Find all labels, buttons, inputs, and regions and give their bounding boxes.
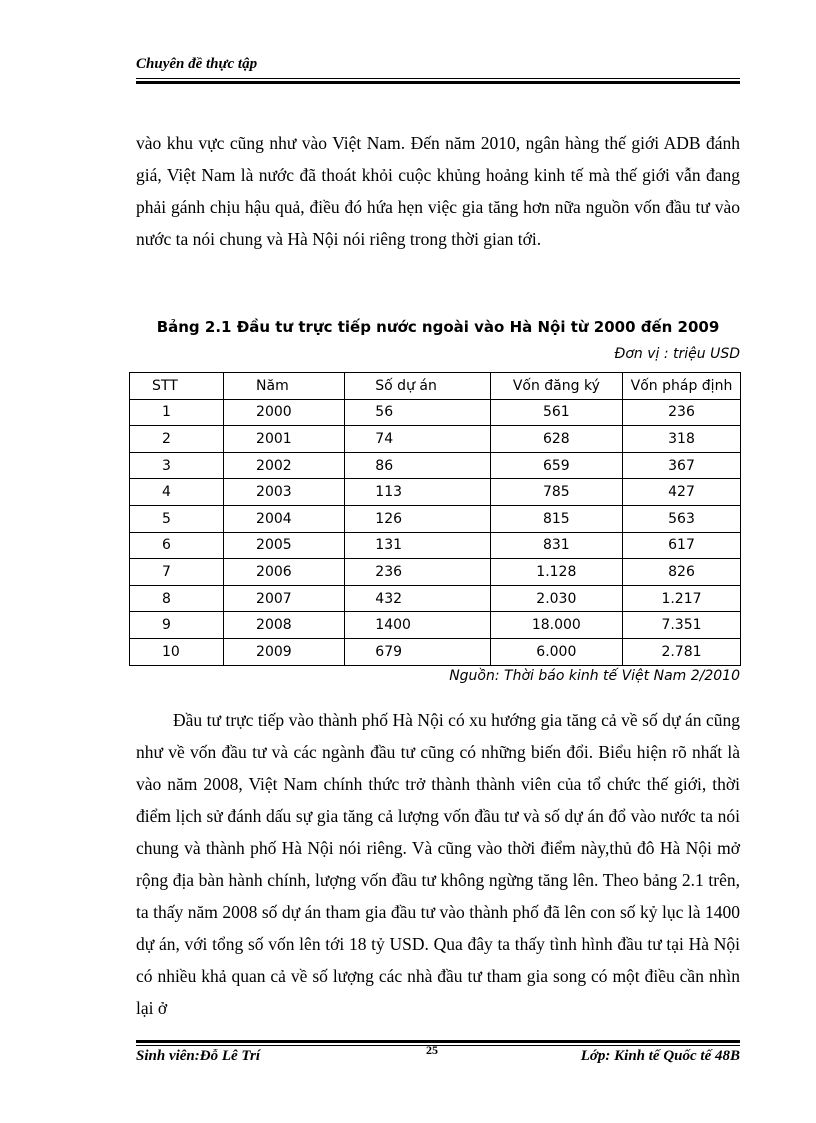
cell-legal-capital: 318: [623, 426, 741, 453]
table-row: [130, 505, 741, 532]
cell-stt: 7: [130, 559, 224, 586]
cell-registered-capital: 785: [490, 479, 622, 506]
cell-registered-capital: 815: [490, 505, 622, 532]
cell-year: 2009: [224, 638, 345, 665]
cell-stt: 4: [130, 479, 224, 506]
cell-projects: 432: [345, 585, 490, 612]
cell-stt: 6: [130, 532, 224, 559]
paragraph-intro: [136, 127, 740, 255]
cell-registered-capital: 6.000: [490, 638, 622, 665]
cell-stt: 1: [130, 399, 224, 426]
cell-legal-capital: 236: [623, 399, 741, 426]
table-unit: Đơn vị : triệu USD: [614, 346, 740, 362]
cell-legal-capital: 563: [623, 505, 741, 532]
cell-projects: 126: [345, 505, 490, 532]
cell-projects: 1400: [345, 612, 490, 639]
paragraph-intro-text: vào khu vực cũng như vào Việt Nam. Đến năm 2010, ngân hàng thế giới ADB đánh giá, Việt Nam là nước đã thoát khỏi cuộc khủng hoảng kinh tế mà thế giới vẫn đang phải gánh chịu hậu quả, điều đó hứa hẹn việc gia tăng hơn nữa nguồn vốn đầu tư vào nước ta nói chung và Hà Nội nói riêng trong thời gian tới.: [136, 133, 740, 249]
header-legal-capital: Vốn pháp định: [623, 373, 741, 400]
footer-student: Sinh viên:Đỗ Lê Trí: [136, 1048, 261, 1064]
table-row: [130, 532, 741, 559]
table-row: [130, 612, 741, 639]
cell-legal-capital: 1.217: [623, 585, 741, 612]
footer-rule-thin: [136, 1045, 740, 1046]
cell-stt: 2: [130, 426, 224, 453]
cell-stt: 3: [130, 452, 224, 479]
cell-projects: 86: [345, 452, 490, 479]
cell-year: 2001: [224, 426, 345, 453]
paragraph-analysis-text: Đầu tư trực tiếp vào thành phố Hà Nội có xu hướng gia tăng cả về số dự án cũng như về vốn đầu tư và các ngành đầu tư cũng có những biến đổi. Biểu hiện rõ nhất là vào năm 2008, Việt Nam chính thức trở thành thành viên của tổ chức thế giới, thời điểm lịch sử đánh dấu sự gia tăng cả lượng vốn đầu tư và số dự án đổ vào nước ta nói chung và thành phố Hà Nội nói riêng. Và cũng vào thời điểm này,thủ đô Hà Nội mở rộng địa bàn hành chính, lượng vốn đầu tư không ngừng tăng lên. Theo bảng 2.1 trên, ta thấy năm 2008 số dự án tham gia đầu tư vào thành phố đã lên con số kỷ lục là 1400 dự án, với tổng số vốn lên tới 18 tỷ USD. Qua đây ta thấy tình hình đầu tư tại Hà Nội có nhiều khả quan cả về số lượng các nhà đầu tư tham gia song có một điều cần nhìn lại ở: [136, 710, 740, 1018]
cell-stt: 9: [130, 612, 224, 639]
cell-registered-capital: 831: [490, 532, 622, 559]
page-header-title: Chuyên đề thực tập: [136, 56, 258, 72]
table-row: [130, 559, 741, 586]
header-year: Năm: [224, 373, 345, 400]
cell-projects: 679: [345, 638, 490, 665]
cell-registered-capital: 2.030: [490, 585, 622, 612]
table-row: [130, 585, 741, 612]
header-rule-thin: [136, 78, 740, 79]
cell-year: 2008: [224, 612, 345, 639]
cell-legal-capital: 367: [623, 452, 741, 479]
cell-projects: 236: [345, 559, 490, 586]
header-rule-thick: [136, 81, 740, 84]
fdi-table: [129, 372, 741, 666]
header-projects: Số dự án: [345, 373, 490, 400]
cell-year: 2003: [224, 479, 345, 506]
table-title: Bảng 2.1 Đầu tư trực tiếp nước ngoài vào Hà Nội từ 2000 đến 2009: [156, 318, 720, 336]
header-registered-capital: Vốn đăng ký: [490, 373, 622, 400]
header-stt: STT: [130, 373, 224, 400]
page-number: 25: [426, 1043, 438, 1057]
cell-year: 2004: [224, 505, 345, 532]
cell-stt: 10: [130, 638, 224, 665]
footer-rule-thick: [136, 1040, 740, 1043]
table-row: [130, 638, 741, 665]
cell-legal-capital: 826: [623, 559, 741, 586]
cell-projects: 56: [345, 399, 490, 426]
table-source: Nguồn: Thời báo kinh tế Việt Nam 2/2010: [449, 668, 740, 684]
cell-registered-capital: 561: [490, 399, 622, 426]
cell-legal-capital: 427: [623, 479, 741, 506]
cell-year: 2007: [224, 585, 345, 612]
cell-stt: 8: [130, 585, 224, 612]
cell-registered-capital: 628: [490, 426, 622, 453]
table-row: [130, 399, 741, 426]
table-row: [130, 452, 741, 479]
cell-projects: 74: [345, 426, 490, 453]
cell-year: 2005: [224, 532, 345, 559]
paragraph-analysis: [136, 704, 740, 1024]
table-header-row: [130, 373, 741, 400]
table-row: [130, 426, 741, 453]
cell-year: 2000: [224, 399, 345, 426]
cell-legal-capital: 2.781: [623, 638, 741, 665]
cell-year: 2006: [224, 559, 345, 586]
footer-class: Lớp: Kinh tế Quốc tế 48B: [580, 1048, 740, 1064]
cell-legal-capital: 7.351: [623, 612, 741, 639]
cell-projects: 113: [345, 479, 490, 506]
cell-stt: 5: [130, 505, 224, 532]
table-body: [130, 399, 741, 665]
cell-projects: 131: [345, 532, 490, 559]
cell-registered-capital: 1.128: [490, 559, 622, 586]
cell-legal-capital: 617: [623, 532, 741, 559]
cell-registered-capital: 18.000: [490, 612, 622, 639]
cell-registered-capital: 659: [490, 452, 622, 479]
table-row: [130, 479, 741, 506]
cell-year: 2002: [224, 452, 345, 479]
